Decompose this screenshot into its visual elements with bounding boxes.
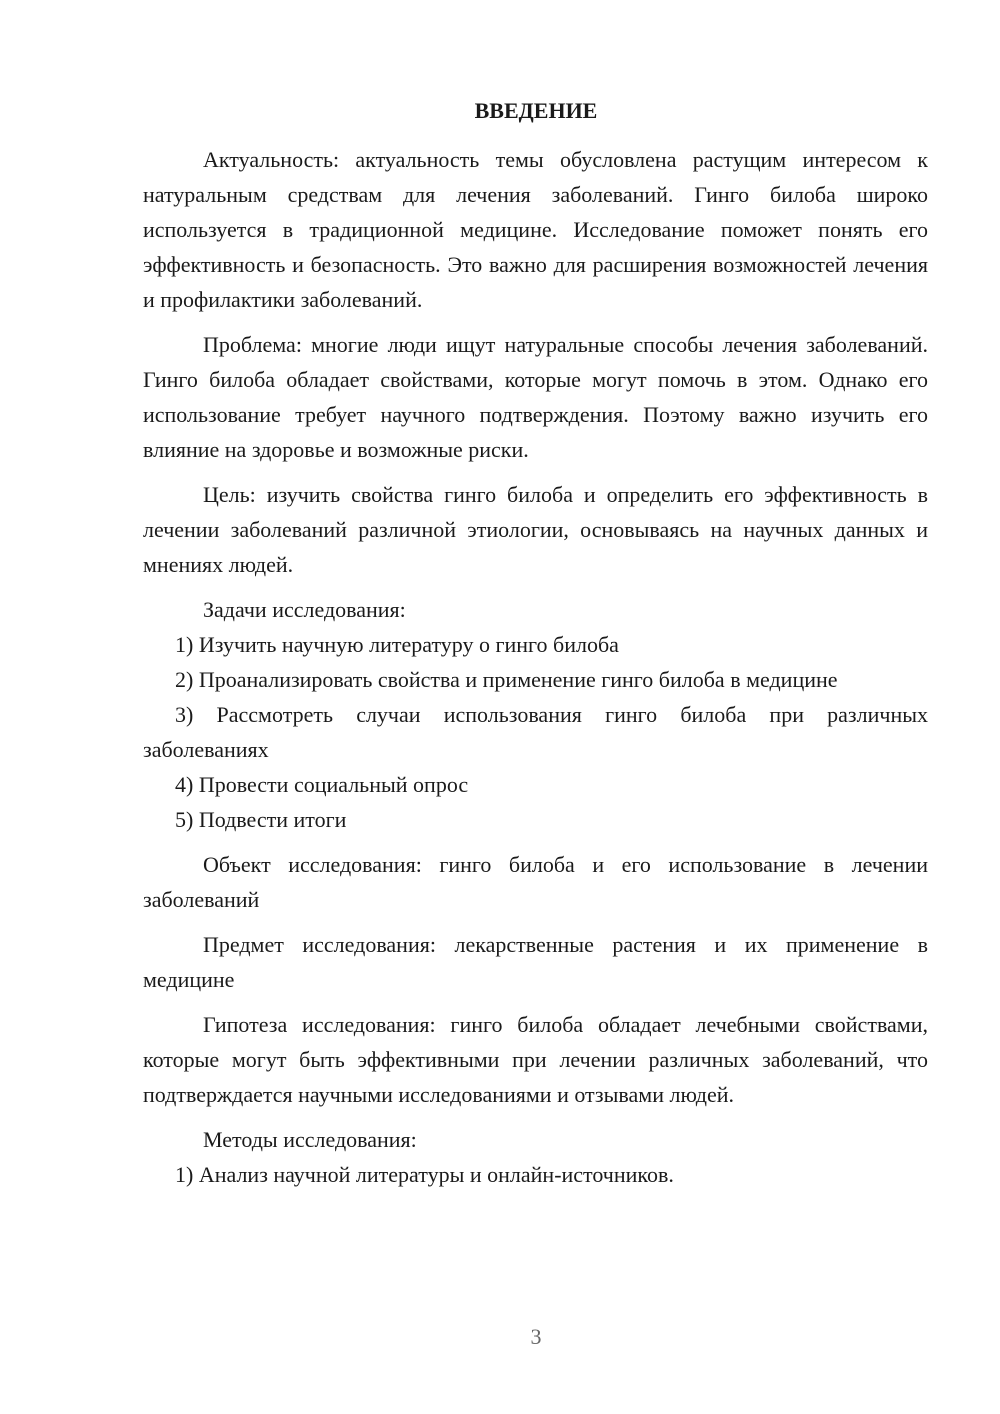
task-item-5: 5) Подвести итоги: [175, 807, 347, 832]
paragraph-goal: Цель: изучить свойства гинго билоба и определить его эффективность в лечении заболеваний различной этиологии, основываясь на научных данных и мнениях людей.: [143, 482, 928, 577]
page-title: ВВЕДЕНИЕ: [474, 98, 598, 123]
paragraph-hypothesis: Гипотеза исследования: гинго билоба обладает лечебными свойствами, которые могут быть эффективными при лечении различных заболеваний, что подтверждается научными исследованиями и отзывами людей.: [143, 1012, 928, 1107]
paragraph-object: Объект исследования: гинго билоба и его использование в лечении заболеваний: [143, 852, 928, 912]
paragraph-relevance: Актуальность: актуальность темы обусловлена растущим интересом к натуральным средствам для лечения заболеваний. Гинго билоба широко используется в традиционной медицине. Исследование поможет понять его эффективность и безопасность. Это важно для расширения возможностей лечения и профилактики заболеваний.: [143, 147, 928, 312]
document-body: [143, 142, 928, 1192]
task-item-4: 4) Провести социальный опрос: [175, 772, 469, 797]
task-item-2: 2) Проанализировать свойства и применение гинго билоба в медицине: [175, 667, 838, 692]
task-item-3: 3) Рассмотреть случаи использования гинго билоба при различных заболеваниях: [143, 702, 928, 762]
page-number: 3: [530, 1324, 542, 1349]
paragraph-subject: Предмет исследования: лекарственные растения и их применение в медицине: [143, 932, 928, 992]
task-item-1: 1) Изучить научную литературу о гинго билоба: [175, 632, 619, 657]
method-item-1: 1) Анализ научной литературы и онлайн-источников.: [175, 1162, 674, 1187]
methods-heading: Методы исследования:: [203, 1127, 417, 1152]
tasks-heading: Задачи исследования:: [203, 597, 406, 622]
paragraph-problem: Проблема: многие люди ищут натуральные способы лечения заболеваний. Гинго билоба обладает свойствами, которые могут помочь в этом. Однако его использование требует научного подтверждения. Поэтому важно изучить его влияние на здоровье и возможные риски.: [143, 332, 928, 462]
